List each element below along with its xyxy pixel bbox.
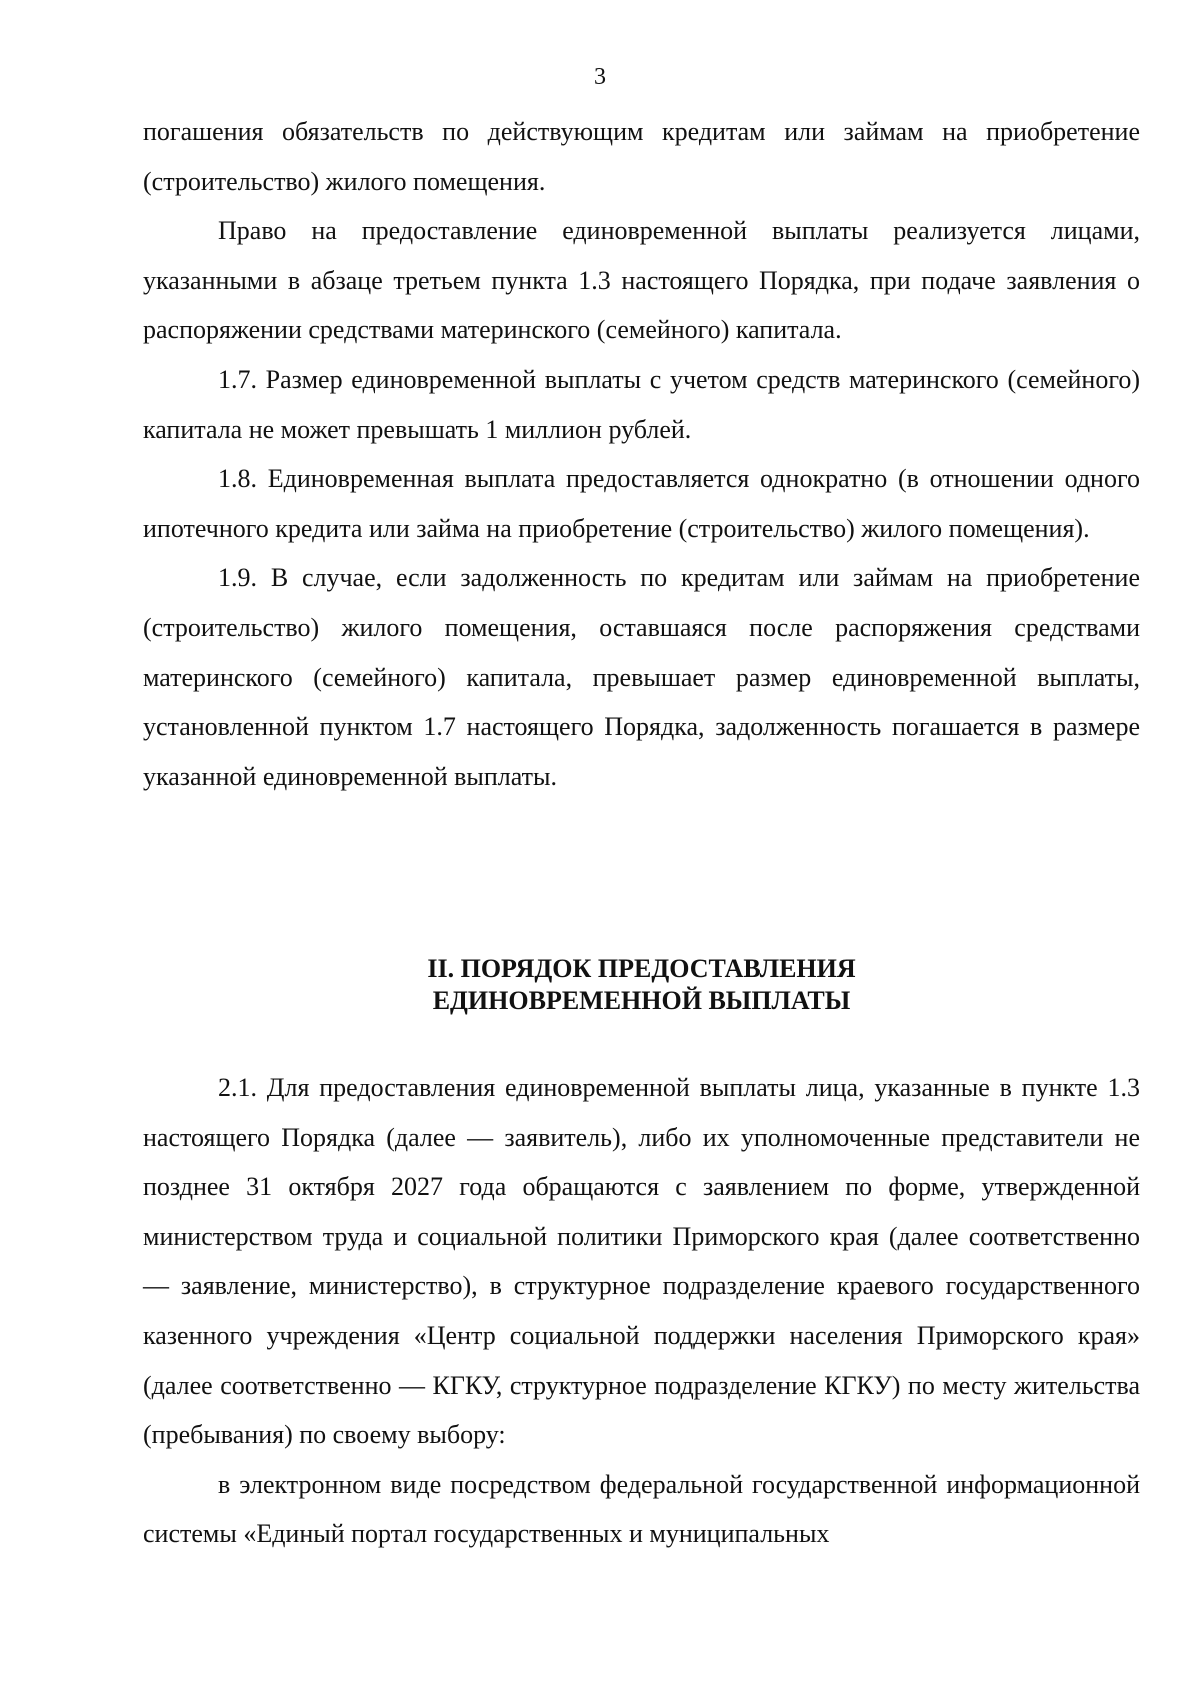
paragraph-electronic-form: в электронном виде посредством федеральной государственной информационной системы «Единый портал государственных и муниципальных (143, 1469, 1140, 1549)
body-text-bottom (143, 1063, 1140, 1559)
paragraph-continuation: погашения обязательств по действующим кредитам или займам на приобретение (строительство) жилого помещения. (143, 117, 1140, 196)
paragraph-1-9: 1.9. В случае, если задолженность по кредитам или займам на приобретение (строительство) жилого помещения, оставшаяся после распоряжения средствами материнского (семейного) капитала, превышает размер единовременной выплаты, установленной пунктом 1.7 настоящего Порядка, задолженность погашается в размере указанной единовременной выплаты. (143, 563, 1140, 791)
page-number: 3 (594, 64, 606, 90)
paragraph-2-1: 2.1. Для предоставления единовременной выплаты лица, указанные в пункте 1.3 настоящего Порядка (далее — заявитель), либо их уполномоченные представители не позднее 31 октября 2027 года обращаются с заявлением по форме, утвержденной министерством труда и социальной политики Приморского края (далее соответственно — заявление, министерство), в структурное подразделение краевого государственного казенного учреждения «Центр социальной поддержки населения Приморского края» (далее соответственно — КГКУ, структурное подразделение КГКУ) по месту жительства (пребывания) по своему выбору: (143, 1073, 1140, 1450)
paragraph-1-8: 1.8. Единовременная выплата предоставляется однократно (в отношении одного ипотечного кредита или займа на приобретение (строительство) жилого помещения). (143, 464, 1140, 543)
body-text-top (143, 107, 1140, 801)
section-heading-line-1: II. ПОРЯДОК ПРЕДОСТАВЛЕНИЯ (427, 954, 856, 983)
section-heading (143, 953, 1140, 1017)
section-heading-line-2: ЕДИНОВРЕМЕННОЙ ВЫПЛАТЫ (432, 986, 851, 1015)
paragraph-right-to-payment: Право на предоставление единовременной выплаты реализуется лицами, указанными в абзаце третьем пункта 1.3 настоящего Порядка, при подаче заявления о распоряжении средствами материнского (семейного) капитала. (143, 216, 1140, 345)
paragraph-1-7: 1.7. Размер единовременной выплаты с учетом средств материнского (семейного) капитала не может превышать 1 миллион рублей. (143, 364, 1140, 444)
